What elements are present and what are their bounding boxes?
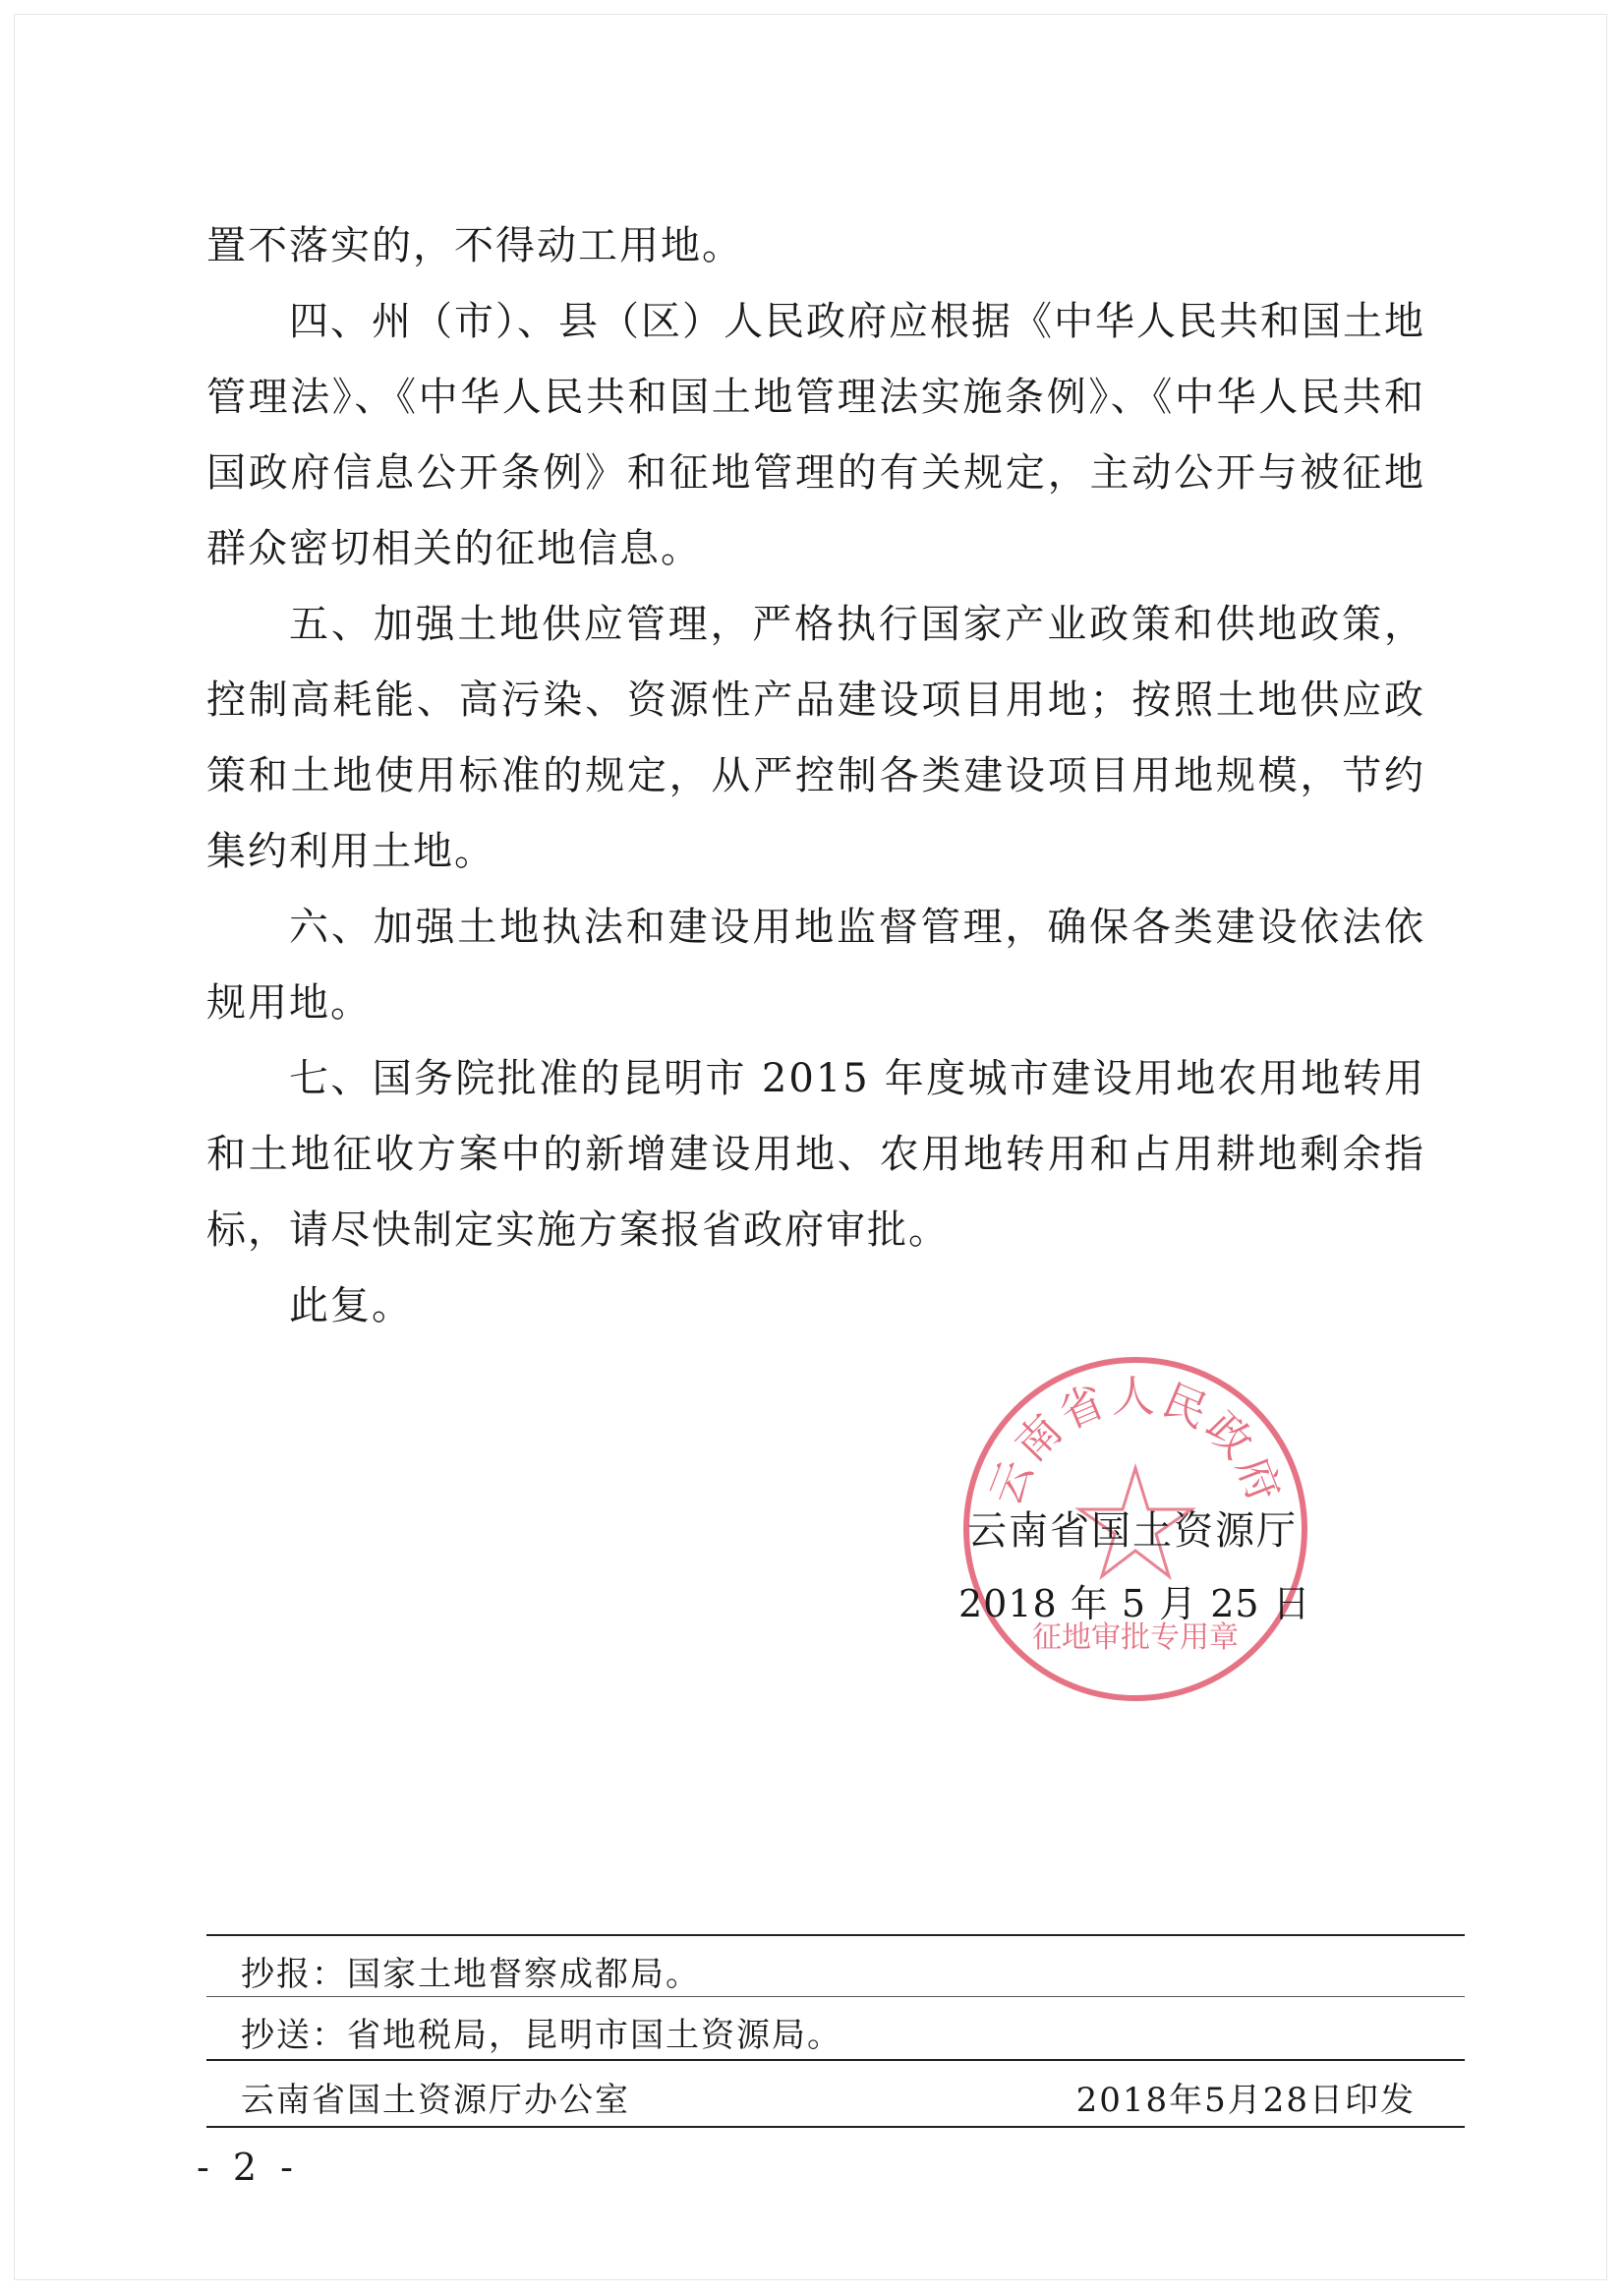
cc-divider — [206, 1996, 1465, 1997]
signature-issuer: 云南省国土资源厅 — [967, 1508, 1298, 1554]
paragraph: 置不落实的，不得动工用地。 — [206, 223, 743, 268]
paragraph: 七、国务院批准的昆明市 2015 年度城市建设用地农用地转用和土地征收方案中的新增建设用地、农用地转用和占用耕地剩余指标，请尽快制定实施方案报省政府审批。 — [206, 1056, 1425, 1253]
paragraph: 五、加强土地供应管理，严格执行国家产业政策和供地政策，控制高耗能、高污染、资源性产品建设项目用地；按照土地供应政策和土地使用标准的规定，从严控制各类建设项目用地规模，节约集约利用土地。 — [206, 602, 1425, 874]
signature-date: 2018 年 5 月 25 日 — [958, 1582, 1311, 1625]
svg-text:云南省人民政府: 云南省人民政府 — [980, 1372, 1291, 1512]
bottom-rule — [206, 2126, 1465, 2128]
footer-office: 云南省国土资源厅办公室 — [241, 2081, 630, 2120]
paragraph: 六、加强土地执法和建设用地监督管理，确保各类建设依法依规用地。 — [206, 905, 1425, 1026]
page-number: - 2 - — [197, 2146, 300, 2189]
top-rule — [206, 1934, 1465, 1936]
cc-report-line: 抄报：国家土地督察成都局。 — [241, 1955, 701, 1994]
cc-send-line: 抄送：省地税局，昆明市国土资源局。 — [241, 2016, 842, 2055]
paragraph: 此复。 — [289, 1283, 413, 1328]
middle-rule — [206, 2059, 1465, 2061]
seal-inner-text: 征地审批专用章 — [1032, 1620, 1239, 1655]
footer-print-date: 2018年5月28日印发 — [1075, 2081, 1416, 2120]
document-body — [206, 208, 1425, 1344]
paragraph: 四、州（市）、县（区）人民政府应根据《中华人民共和国土地管理法》、《中华人民共和国土地管理法实施条例》、《中华人民共和国政府信息公开条例》和征地管理的有关规定，主动公开与被征地群众密切相关的征地信息。 — [206, 299, 1425, 571]
